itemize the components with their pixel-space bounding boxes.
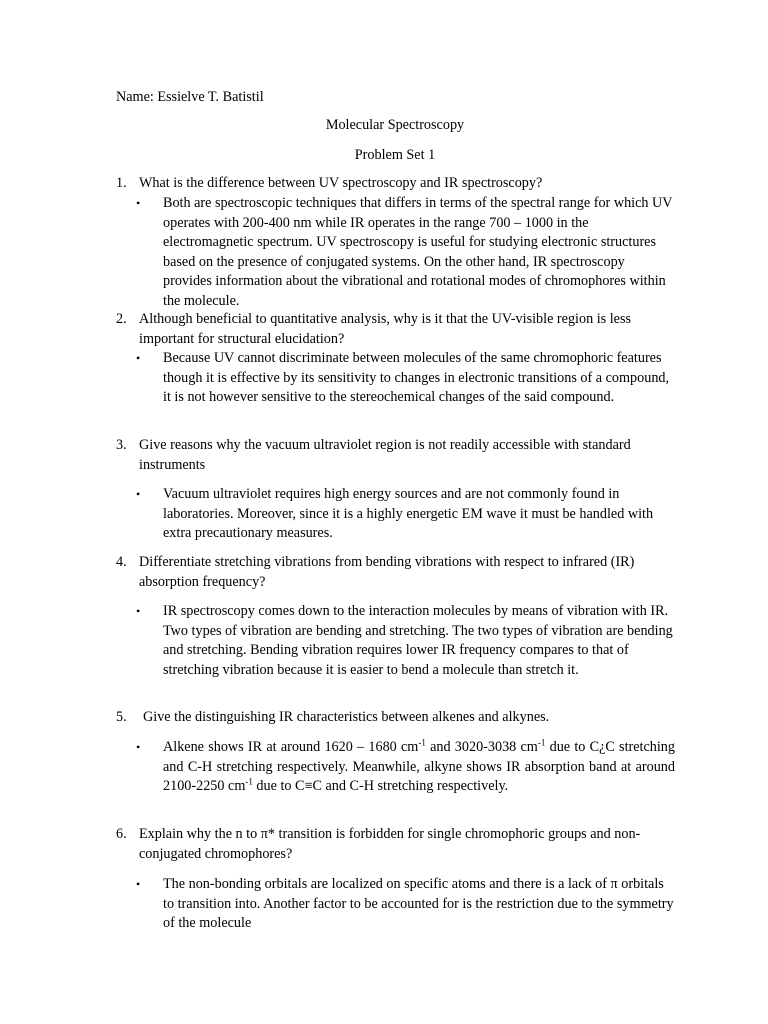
question-number: 6.	[116, 826, 127, 842]
answer-text: IR spectroscopy comes down to the interaction molecules by means of vibration with IR. Two types of vibration are bending and stretching. The two types of vibration are bending and stretching. Bending vibration requires lower IR frequency compares to that of stretching vibration because it is easier to bend a molecule than stretch it.	[163, 603, 673, 678]
question-text: Although beneficial to quantitative analysis, why is it that the UV-visible region is less important for structural elucidation?	[139, 311, 632, 347]
bullet-icon: •	[136, 196, 141, 210]
bullet-icon: •	[136, 487, 141, 501]
bullet-icon: •	[136, 604, 141, 618]
question-text: Explain why the n to π* transition is forbidden for single chromophoric groups and non-conjugated chromophores?	[139, 826, 641, 862]
document-title: Molecular Spectroscopy	[325, 117, 465, 133]
answer-text: Both are spectroscopic techniques that differs in terms of the spectral range for which UV operates with 200-400 nm while IR operates in the range 700 – 1000 in the electromagnetic spectrum. UV spectroscopy is useful for studying electronic structures based on the presence of conjugated systems. On the other hand, IR spectroscopy provides information about the vibrational and rotational modes of chromophores within the molecule.	[163, 195, 673, 309]
bullet-icon: •	[136, 877, 141, 891]
document-subtitle: Problem Set 1	[354, 147, 436, 163]
question-text: Give reasons why the vacuum ultraviolet region is not readily accessible with standard instruments	[139, 437, 631, 473]
answer-text: Vacuum ultraviolet requires high energy sources and are not commonly found in laboratories. Moreover, since it is a highly energetic EM wave it must be handled with extra precautionary measures.	[163, 486, 654, 541]
question-number: 1.	[116, 175, 127, 191]
bullet-icon: •	[136, 740, 141, 754]
question-text: Differentiate stretching vibrations from bending vibrations with respect to infrared (IR) absorption frequency?	[139, 554, 635, 590]
bullet-icon: •	[136, 351, 141, 365]
answer-text: The non-bonding orbitals are localized on specific atoms and there is a lack of π orbitals to transition into. Another factor to be accounted for is the restriction due to the symmetry of the molecule	[163, 876, 674, 931]
answer-text: Because UV cannot discriminate between molecules of the same chromophoric features though it is effective by its sensitivity to changes in electronic transitions of a compound, it is not however sensitive to the stereochemical changes of the said compound.	[163, 350, 670, 405]
question-number: 4.	[116, 554, 127, 570]
question-number: 2.	[116, 311, 127, 327]
question-text: Give the distinguishing IR characteristics between alkenes and alkynes.	[143, 709, 550, 725]
answer-text: Alkene shows IR at around 1620 – 1680 $cm^{-1}$ and 3020-3038 $cm^{-1}$ due to C¿C stretching and C-H stretching respectively. Meanwhile, alkyne shows IR absorption band at around 2100-2250 $cm^{-1}$ due to C≡C and C-H stretching respectively.	[163, 737, 675, 794]
student-name: Name: Essielve T. Batistil	[116, 89, 264, 105]
question-number: 5.	[116, 709, 127, 725]
question-number: 3.	[116, 437, 127, 453]
question-text: What is the difference between UV spectroscopy and IR spectroscopy?	[139, 175, 543, 191]
